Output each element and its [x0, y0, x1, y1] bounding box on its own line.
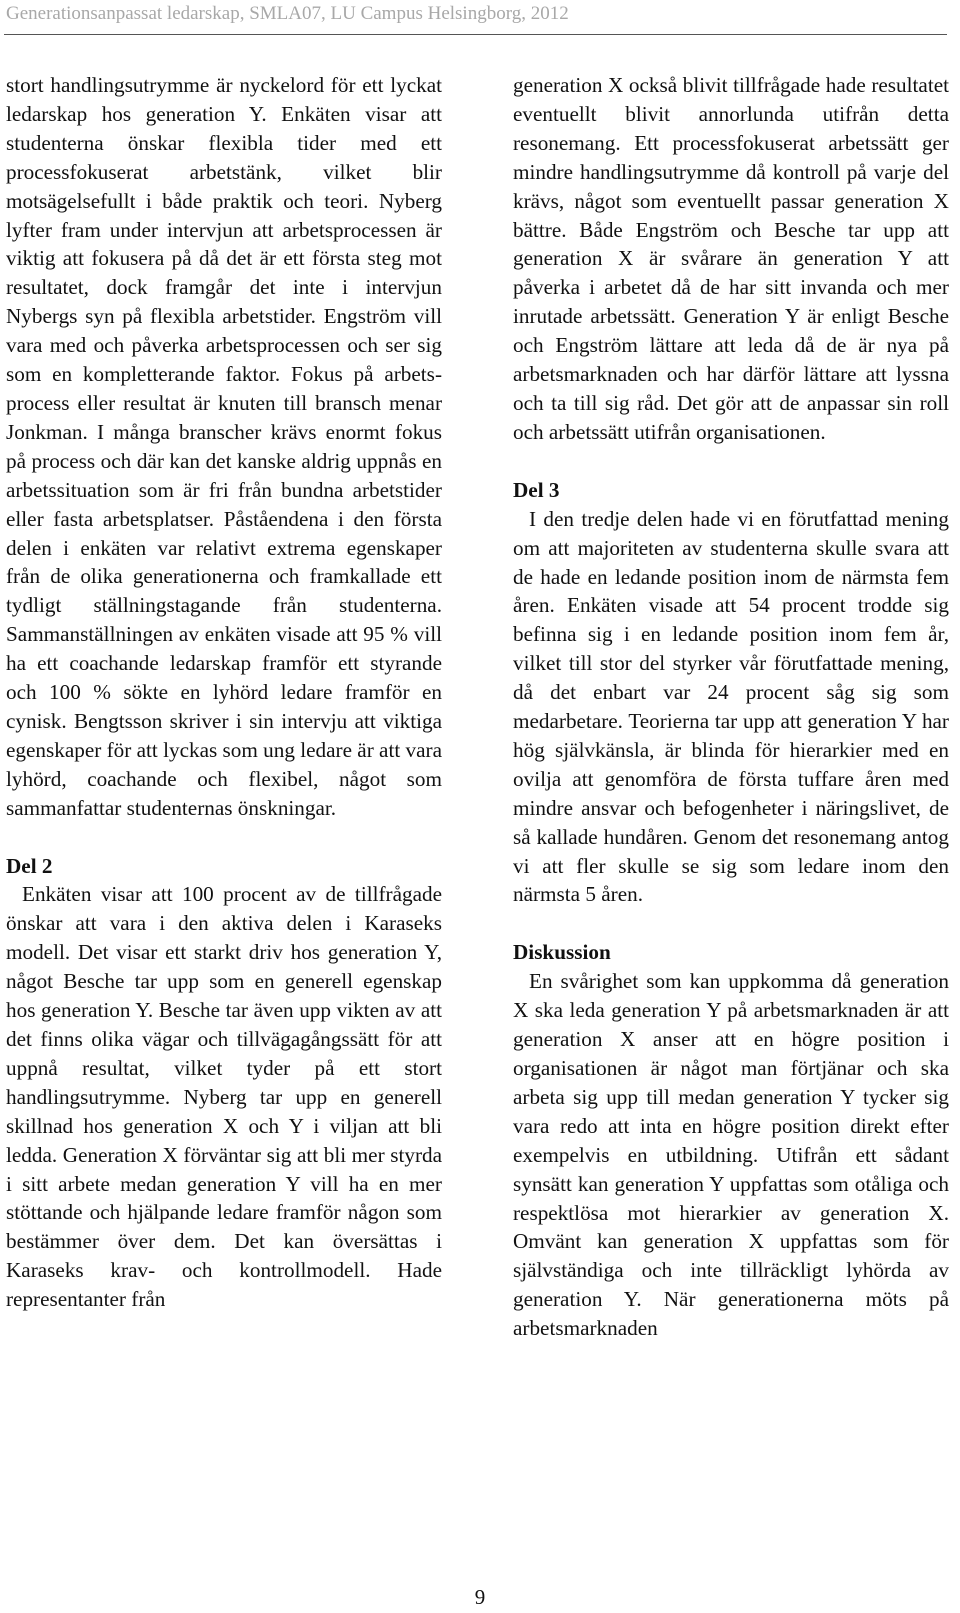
heading-del-2: Del 2: [6, 853, 53, 878]
section-spacer: [6, 823, 442, 852]
section-spacer: [513, 447, 949, 476]
heading-diskussion: Diskussion: [513, 940, 611, 965]
right-column: [513, 71, 949, 1343]
header-divider: [4, 34, 947, 35]
paragraph-del3: I den tredje delen hade vi en förutfattad mening om att majoriteten av studenterna skulle svara att de hade en ledande position inom de närmsta fem åren. Enkäten visade att 54 procent trodde sig befinna sig i en ledande position inom fem år, vilket till stor del styrker vår förutfattade mening, då det enbart var 24 procent såg sig som medarbetare. Teorierna tar upp att generation Y har hög självkänsla, är blinda för hierarkier med en ovilja att genomföra de första tuffare åren med mindre ansvar och befogenheter i näringslivet, de så kallade hundåren. Genom det resonemang antog vi att fler skulle se sig som ledare inom den närmsta 5 åren.: [513, 506, 949, 907]
paragraph-del1-continuation: stort handlingsutrymme är nyckelord för ett lyckat ledarskap hos generation Y. Enkäten visar att studenterna önskar flexibla tider med ett processfokuserat arbetstänk, vilket blir motsägelsefullt i både praktik och teori. Nyberg lyfter fram under intervjun att arbetsprocessen är viktig att fokusera på då det är ett första steg mot resultatet, dock framgår det inte i intervjun Nybergs syn på flexibla arbetstider. Engström vill vara med och påverka arbetsprocessen och ser sig som en kompletterande faktor. Fokus på arbetsprocess eller resultat är knuten till bransch menar Jonkman. I många branscher krävs enormt fokus på process och där kan det kanske aldrig uppnås en arbetssituation som är fri från bundna arbetstider eller fasta arbetsplatser. Påståendena i den första delen i enkäten var relativt extrema egenskaper från de olika generationerna och framkallade ett tydligt ställningstagande från studenterna. Sammanställningen av enkäten visade att 95 % vill ha ett coachande ledarskap framför ett styrande och 100 % sökte en lyhörd ledare framför en cynisk. Bengtsson skriver i sin intervju att viktiga egenskaper för att lyckas som ung ledare är att vara lyhörd, coachande och flexibel, något som sammanfattar studenternas önskningar.: [6, 73, 442, 820]
paragraph-diskussion: En svårighet som kan uppkomma då generation X ska leda generation Y på arbetsmarknaden är att generation X anser att en högre position i organisationen är något man förtjänar och ska arbeta sig upp till medan generation Y tycker sig vara redo att inta en högre position direkt efter exempelvis en utbildning. Utifrån ett sådant synsätt kan generation Y uppfattas som otåliga och respektlösa mot hierarkier av generation X. Omvänt kan generation X uppfattas som för självständiga och inte tillräckligt lyhörda av generation Y. När generationerna möts på arbetsmarknaden: [513, 969, 949, 1341]
left-column: [6, 71, 442, 1314]
heading-del-3: Del 3: [513, 477, 560, 502]
paragraph-del2-continuation: generation X också blivit tillfrågade hade resultatet eventuellt blivit annorlunda utifrån detta resonemang. Ett processfokuserat arbetssätt ger mindre handlingsutrymme då kontroll på varje del krävs, något som eventuellt passar generation X bättre. Både Engström och Besche tar upp att generation X är svårare än generation Y att påverka i arbetet då de har sitt invanda och mer inrutade arbetssätt. Generation Y är enligt Besche och Engström lättare att leda då de är nya på arbetsmarknaden och har därför lättare att lyssna och ta till sig råd. Det gör att de anpassar sin roll och arbetssätt utifrån organisationen.: [513, 73, 949, 444]
paragraph-del2: Enkäten visar att 100 procent av de tillfrågade önskar att vara i den aktiva delen i Karaseks modell. Det visar ett starkt driv hos generation Y, något Besche tar upp som en generell egenskap hos generation Y. Besche tar även upp vikten av att det finns olika vägar och tillvägagångssätt för att uppnå resultat, vilket tyder på ett stort handlingsutrymme. Nyberg tar upp en generell skillnad hos generation X och Y i viljan att bli ledda. Generation X förväntar sig att bli mer styrda i sitt arbete medan generation Y vill ha en mer stöttande och hjälpande ledare framför någon som bestämmer över dem. Det kan översättas i Karaseks krav- och kontrollmodell. Hade representanter från: [6, 882, 442, 1312]
section-spacer: [513, 909, 949, 938]
page-number: 9: [474, 1585, 486, 1609]
running-header: Generationsanpassat ledarskap, SMLA07, LU Campus Helsingborg, 2012: [6, 3, 569, 24]
